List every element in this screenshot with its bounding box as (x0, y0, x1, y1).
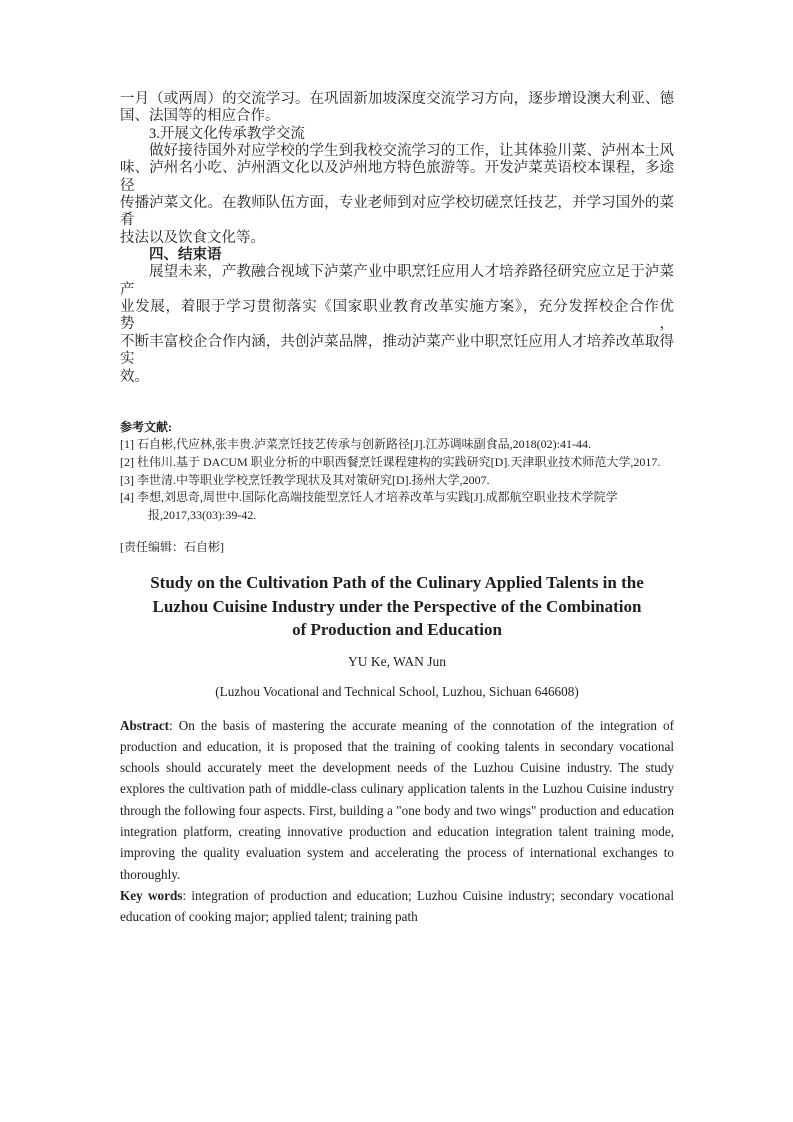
keywords-text: : integration of production and education; Luzhou Cuisine industry; secondary vocational education of cooking major; applied talent; training path (120, 887, 674, 925)
cn-section-heading: 四、结束语 (149, 247, 222, 264)
english-title-line: of Production and Education (292, 620, 502, 639)
abstract-paragraph (120, 715, 674, 885)
keywords-label: Key words (120, 887, 183, 903)
cn-body-line: 传播泸菜文化。在教师队伍方面，专业老师到对应学校切磋烹饪技艺，并学习国外的菜肴 (120, 195, 674, 229)
reference-item-line: [2] 杜伟川.基于 DACUM 职业分析的中职西餐烹饪课程建构的实践研究[D].天津职业技术师范大学,2017. (120, 455, 661, 470)
cn-body-line: 做好接待国外对应学校的学生到我校交流学习的工作，让其体验川菜、泸州本土风 (149, 143, 674, 160)
references-heading: 参考文献: (120, 419, 172, 434)
chinese-body-section (120, 0, 674, 386)
keywords-paragraph (120, 885, 674, 928)
editor-note: [责任编辑：石自彬] (120, 540, 224, 555)
affiliation-line: (Luzhou Vocational and Technical School, Luzhou, Sichuan 646608) (215, 683, 579, 699)
cn-body-line: 技法以及饮食文化等。 (120, 229, 265, 246)
cn-body-line: 不断丰富校企合作内涵，共创泸菜品牌，推动泸菜产业中职烹饪应用人才培养改革取得实 (120, 333, 674, 368)
cn-body-line: 味、泸州名小吃、泸州酒文化以及泸州地方特色旅游等。开发泸菜英语校本课程，多途径 (120, 160, 674, 194)
references-list (120, 436, 674, 524)
reference-item-line: [3] 李世清.中等职业学校烹饪教学现状及其对策研究[D].扬州大学,2007. (120, 472, 490, 487)
reference-item-line: [1] 石自彬,代应林,张丰贵.泸菜烹饪技艺传承与创新路径[J].江苏调味副食品,2018(02):41-44. (120, 437, 591, 452)
cn-body-line: 3.开展文化传承教学交流 (149, 125, 305, 142)
references-section (120, 419, 674, 525)
cn-body-line: 国、法国等的相应合作。 (120, 108, 280, 125)
abstract-text: : On the basis of mastering the accurate meaning of the connotation of the integration of production and education, it is proposed that the training of cooking talents in secondary vocational schools should accurately meet the development needs of the Luzhou Cuisine industry. The study explores the cultivation path of middle-class culinary application talents in the Luzhou Cuisine industry through the following four aspects. First, building a "one body and two wings" production and education integration platform, creating innovative production and education integration talent training mode, improving the quality evaluation system and accelerating the process of international exchanges to thoroughly. (120, 717, 674, 882)
english-title-line: Luzhou Cuisine Industry under the Perspective of the Combination (152, 596, 642, 616)
cn-body-line: 展望未来，产教融合视域下泸菜产业中职烹饪应用人才培养路径研究应立足于泸菜产 (120, 264, 674, 298)
authors-line: YU Ke, WAN Jun (348, 653, 446, 669)
reference-item-line: [4] 李想,刘思奇,周世中.国际化高端技能型烹饪人才培养改革与实践[J].成都航空职业技术学院学 (120, 490, 618, 505)
cn-body-line: 一月（或两周）的交流学习。在巩固新加坡深度交流学习方向，逐步增设澳大利亚、德 (120, 91, 674, 107)
abstract-label: Abstract (120, 717, 170, 733)
english-title (120, 571, 674, 642)
reference-item-line: 报,2017,33(03):39-42. (148, 507, 257, 522)
cn-body-line: 业发展，着眼于学习贯彻落实《国家职业教育改革实施方案》，充分发挥校企合作优势， (120, 299, 674, 333)
english-title-line: Study on the Cultivation Path of the Culinary Applied Talents in the (150, 573, 644, 592)
page-content (120, 0, 674, 927)
cn-body-line: 效。 (120, 368, 149, 385)
